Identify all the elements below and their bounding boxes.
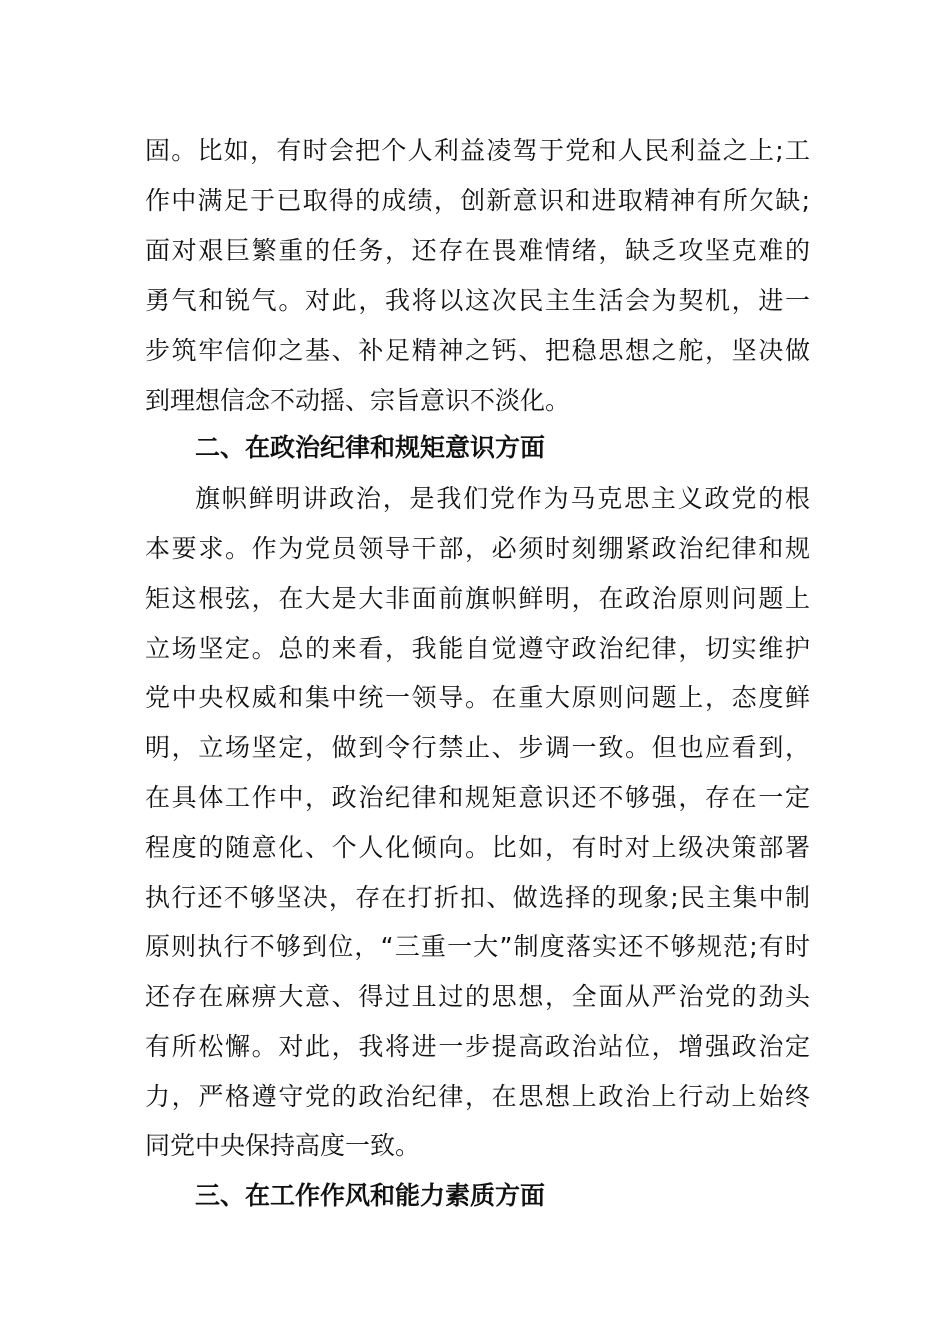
paragraph-line: 执行还不够坚决，存在打折扣、做选择的现象;民主集中制 <box>145 883 810 912</box>
paragraph-line: 步筑牢信仰之基、补足精神之钙、把稳思想之舵，坚决做 <box>145 336 810 365</box>
paragraph-line: 明，立场坚定，做到令行禁止、步调一致。但也应看到， <box>145 733 810 762</box>
paragraph-line: 面对艰巨繁重的任务，还存在畏难情绪，缺乏攻坚克难的 <box>145 236 810 265</box>
paragraph-line: 矩这根弦，在大是大非面前旗帜鲜明，在政治原则问题上 <box>145 584 810 613</box>
paragraph-line: 固。比如，有时会把个人利益凌驾于党和人民利益之上;工 <box>145 136 810 165</box>
paragraph-line: 作中满足于已取得的成绩，创新意识和进取精神有所欠缺; <box>145 186 810 215</box>
paragraph-line: 本要求。作为党员领导干部，必须时刻绷紧政治纪律和规 <box>145 534 810 563</box>
paragraph-line: 程度的随意化、个人化倾向。比如，有时对上级决策部署 <box>145 833 810 862</box>
paragraph-line: 党中央权威和集中统一领导。在重大原则问题上，态度鲜 <box>145 683 810 712</box>
section-heading: 三、在工作作风和能力素质方面 <box>195 1181 546 1210</box>
paragraph-line: 同党中央保持高度一致。 <box>145 1131 421 1160</box>
paragraph-line: 有所松懈。对此，我将进一步提高政治站位，增强政治定 <box>145 1032 810 1061</box>
paragraph-line: 立场坚定。总的来看，我能自觉遵守政治纪律，切实维护 <box>145 634 810 663</box>
section-heading: 二、在政治纪律和规矩意识方面 <box>195 433 546 462</box>
paragraph-line: 勇气和锐气。对此，我将以这次民主生活会为契机，进一 <box>145 286 810 315</box>
paragraph-line: 原则执行不够到位，“三重一大”制度落实还不够规范;有时 <box>145 932 810 961</box>
paragraph-line: 旗帜鲜明讲政治，是我们党作为马克思主义政党的根 <box>195 484 810 513</box>
paragraph-line: 到理想信念不动摇、宗旨意识不淡化。 <box>145 386 571 415</box>
paragraph-line: 力，严格遵守党的政治纪律，在思想上政治上行动上始终 <box>145 1082 810 1111</box>
paragraph-line: 还存在麻痹大意、得过且过的思想，全面从严治党的劲头 <box>145 982 810 1011</box>
paragraph-line: 在具体工作中，政治纪律和规矩意识还不够强，存在一定 <box>145 783 810 812</box>
